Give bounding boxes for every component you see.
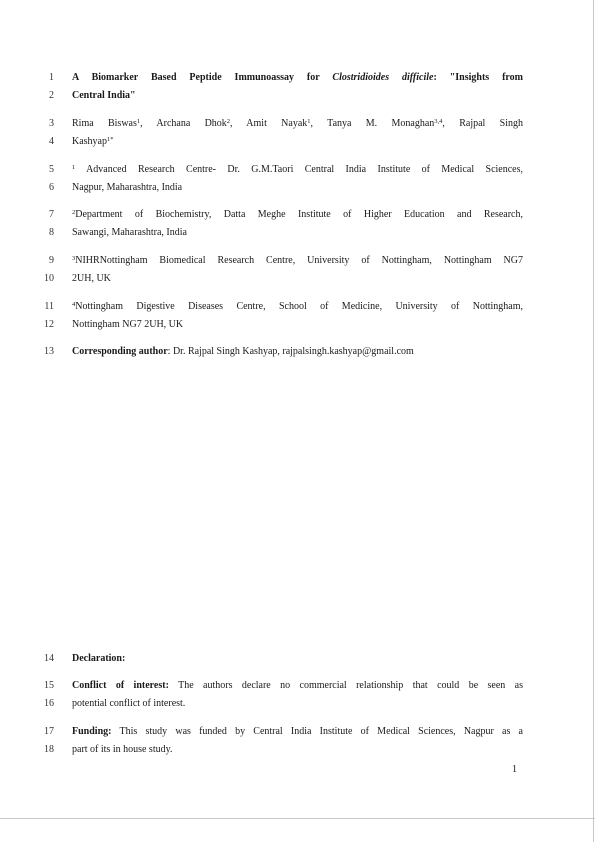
title-text: : "Insights from — [433, 72, 523, 83]
affiliation-marker: 3 — [72, 255, 76, 262]
line-number: 14 — [44, 653, 54, 664]
affiliation-text: Nottingham Digestive Diseases Centre, School of Medicine, University of Nottingham, — [75, 301, 523, 312]
funding — [72, 723, 523, 759]
affiliation-marker: 1 — [307, 118, 311, 125]
affiliation-marker: 3,4 — [434, 118, 443, 125]
conflict-of-interest — [72, 677, 523, 713]
declaration-heading-text: Declaration: — [72, 653, 126, 664]
author-name: , Tanya M. Monaghan — [310, 118, 435, 129]
affiliation-text: 2UH, UK — [72, 273, 111, 284]
funding-text: This study was funded by Central India Institute of Medical Sciences, Nagpur as a — [111, 726, 523, 737]
author-name: , Rajpal Singh — [442, 118, 523, 129]
author-list — [72, 115, 523, 151]
affiliation-text: Department of Biochemistry, Datta Meghe Institute of Higher Education and Research, — [75, 209, 523, 220]
line-number: 9 — [49, 255, 54, 266]
affiliation-marker: 2 — [226, 118, 231, 125]
affiliation-4 — [72, 298, 523, 334]
line-number: 16 — [44, 698, 54, 709]
corresponding-label: Corresponding author — [72, 346, 168, 357]
line-number: 15 — [44, 680, 54, 691]
affiliation-text: Nottingham NG7 2UH, UK — [72, 319, 184, 330]
affiliation-marker: 1 — [136, 118, 141, 125]
line-number: 10 — [44, 273, 54, 284]
title-organism: Clostridioides difficile — [332, 72, 434, 83]
funding-label: Funding: — [72, 726, 112, 737]
affiliation-marker: 1 — [72, 164, 76, 171]
conflict-label: Conflict of interest: — [72, 680, 169, 691]
affiliation-marker: 4 — [72, 301, 76, 308]
line-number: 2 — [49, 90, 54, 101]
author-name: Kashyap — [72, 136, 107, 147]
page-number: 1 — [512, 764, 517, 775]
line-number: 17 — [44, 726, 54, 737]
author-name: Rima Biswas — [72, 118, 137, 129]
corresponding-text: : Dr. Rajpal Singh Kashyap, rajpalsingh.kashyap@gmail.com — [167, 346, 414, 357]
paper-title — [72, 69, 523, 105]
affiliation-3 — [72, 252, 523, 288]
affiliation-text: NIHRNottingham Biomedical Research Centre, University of Nottingham, Nottingham NG7 — [75, 255, 523, 266]
line-number: 13 — [44, 346, 54, 357]
line-number: 11 — [44, 301, 54, 312]
author-name: , Amit Nayak — [230, 118, 308, 129]
line-number: 1 — [49, 72, 54, 83]
corresponding-author — [72, 343, 523, 361]
line-number: 5 — [49, 164, 54, 175]
line-number: 6 — [49, 182, 54, 193]
affiliation-marker: 1* — [107, 136, 114, 143]
line-number: 18 — [44, 744, 54, 755]
funding-text: part of its in house study. — [72, 744, 173, 755]
line-number: 3 — [49, 118, 54, 129]
affiliation-marker: 2 — [72, 209, 76, 216]
page-bottom-rule — [0, 818, 595, 819]
line-number: 4 — [49, 136, 54, 147]
conflict-text: potential conflict of interest. — [72, 698, 186, 709]
affiliation-1 — [72, 161, 523, 197]
author-name: , Archana Dhok — [140, 118, 227, 129]
title-text: Central India" — [72, 90, 136, 101]
affiliation-text: Sawangi, Maharashtra, India — [72, 227, 187, 238]
line-number: 12 — [44, 319, 54, 330]
affiliation-text: Nagpur, Maharashtra, India — [72, 182, 183, 193]
declaration-heading — [72, 650, 523, 668]
line-number: 8 — [49, 227, 54, 238]
affiliation-text: Advanced Research Centre- Dr. G.M.Taori Central India Institute of Medical Sciences, — [75, 164, 523, 175]
conflict-text: The authors declare no commercial relationship that could be seen as — [168, 680, 523, 691]
affiliation-2 — [72, 206, 523, 242]
title-text: A Biomarker Based Peptide Immunoassay for — [72, 72, 333, 83]
line-number: 7 — [49, 209, 54, 220]
